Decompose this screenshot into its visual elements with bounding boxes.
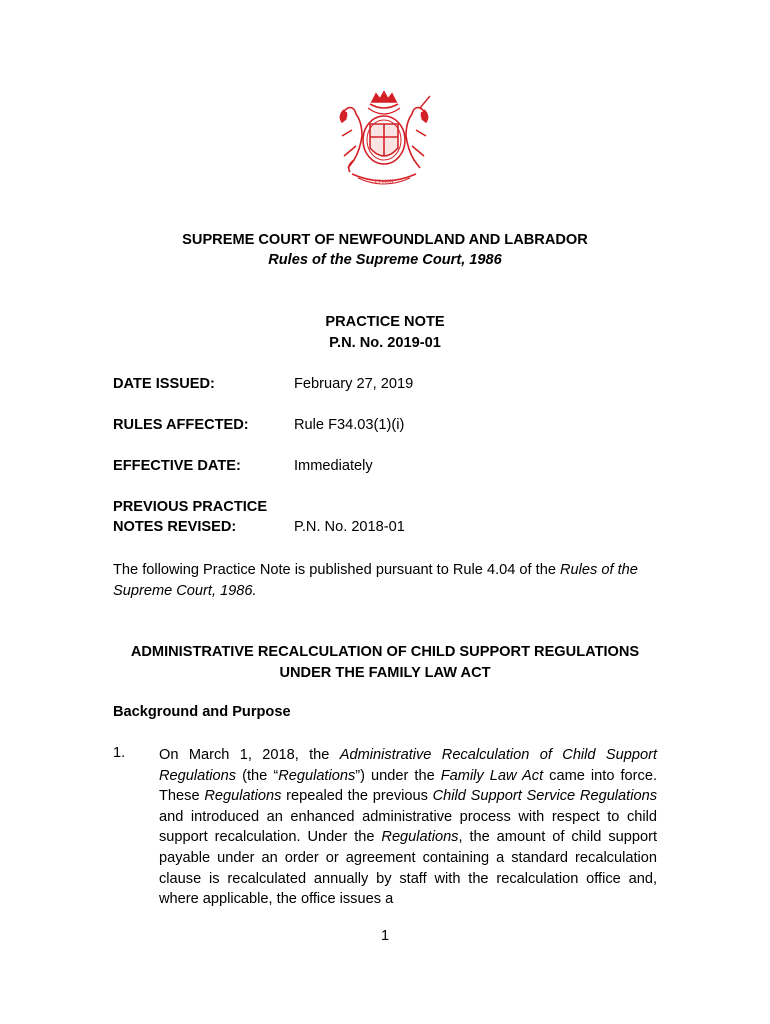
- rules-affected-label: RULES AFFECTED:: [113, 417, 249, 433]
- para-seg-italic: Regulations: [381, 829, 459, 846]
- date-issued-label: DATE ISSUED:: [113, 376, 215, 392]
- intro-paragraph: [113, 560, 657, 602]
- intro-text: The following Practice Note is published pursuant to Rule 4.04 of the: [113, 562, 560, 578]
- section-heading-line2: UNDER THE FAMILY LAW ACT: [279, 665, 491, 681]
- background-purpose-heading: Background and Purpose: [113, 704, 291, 720]
- page-number: 1: [380, 928, 390, 944]
- previous-notes-label-line1: PREVIOUS PRACTICE: [113, 499, 268, 515]
- rules-title: Rules of the Supreme Court, 1986: [268, 252, 502, 268]
- effective-date-value: Immediately: [294, 458, 373, 474]
- date-issued-value: February 27, 2019: [294, 376, 414, 392]
- para-seg-italic: Regulations: [278, 767, 356, 784]
- intro-rules-citation: Rules of the Supreme Court, 1986.: [113, 562, 638, 599]
- para-seg: , the amount of child support payable under an order or agreement containing a standard recalculation clause is recalculated annually by staff with the recalculation office and, where applicable, the office issues a: [159, 829, 657, 908]
- para-seg: repealed the previous: [281, 788, 433, 805]
- para-seg-italic: Administrative Recalculation of Child Support Regulations: [159, 747, 658, 784]
- effective-date-label: EFFECTIVE DATE:: [113, 458, 241, 474]
- para-seg: (the “: [236, 767, 279, 784]
- para-seg-italic: Family Law Act: [440, 767, 544, 784]
- section-heading-line1: ADMINISTRATIVE RECALCULATION OF CHILD SUPPORT REGULATIONS: [130, 644, 640, 660]
- previous-notes-label-line2: NOTES REVISED:: [113, 519, 237, 535]
- para-seg-italic: Regulations: [204, 788, 282, 805]
- para-seg: ”) under the: [355, 767, 441, 784]
- para-seg: and introduced an enhanced administrative process with respect to child support recalculation. Under the: [159, 808, 657, 846]
- court-name: SUPREME COURT OF NEWFOUNDLAND AND LABRADOR: [182, 232, 588, 248]
- practice-note-title: PRACTICE NOTE: [325, 314, 445, 330]
- previous-notes-value: P.N. No. 2018-01: [294, 519, 405, 535]
- paragraph-1: [159, 745, 657, 910]
- royal-coat-of-arms-icon: [328, 90, 440, 190]
- practice-note-number: P.N. No. 2019-01: [329, 335, 441, 351]
- para-seg-italic: Child Support Service Regulations: [432, 788, 657, 805]
- para-seg: came into force. These: [159, 767, 657, 805]
- svg-text:ET MON: ET MON: [374, 180, 394, 185]
- section-heading: [0, 642, 770, 684]
- para-seg: On March 1, 2018, the: [159, 747, 340, 763]
- rules-affected-value: Rule F34.03(1)(i): [294, 417, 405, 433]
- paragraph-number: 1.: [113, 745, 126, 761]
